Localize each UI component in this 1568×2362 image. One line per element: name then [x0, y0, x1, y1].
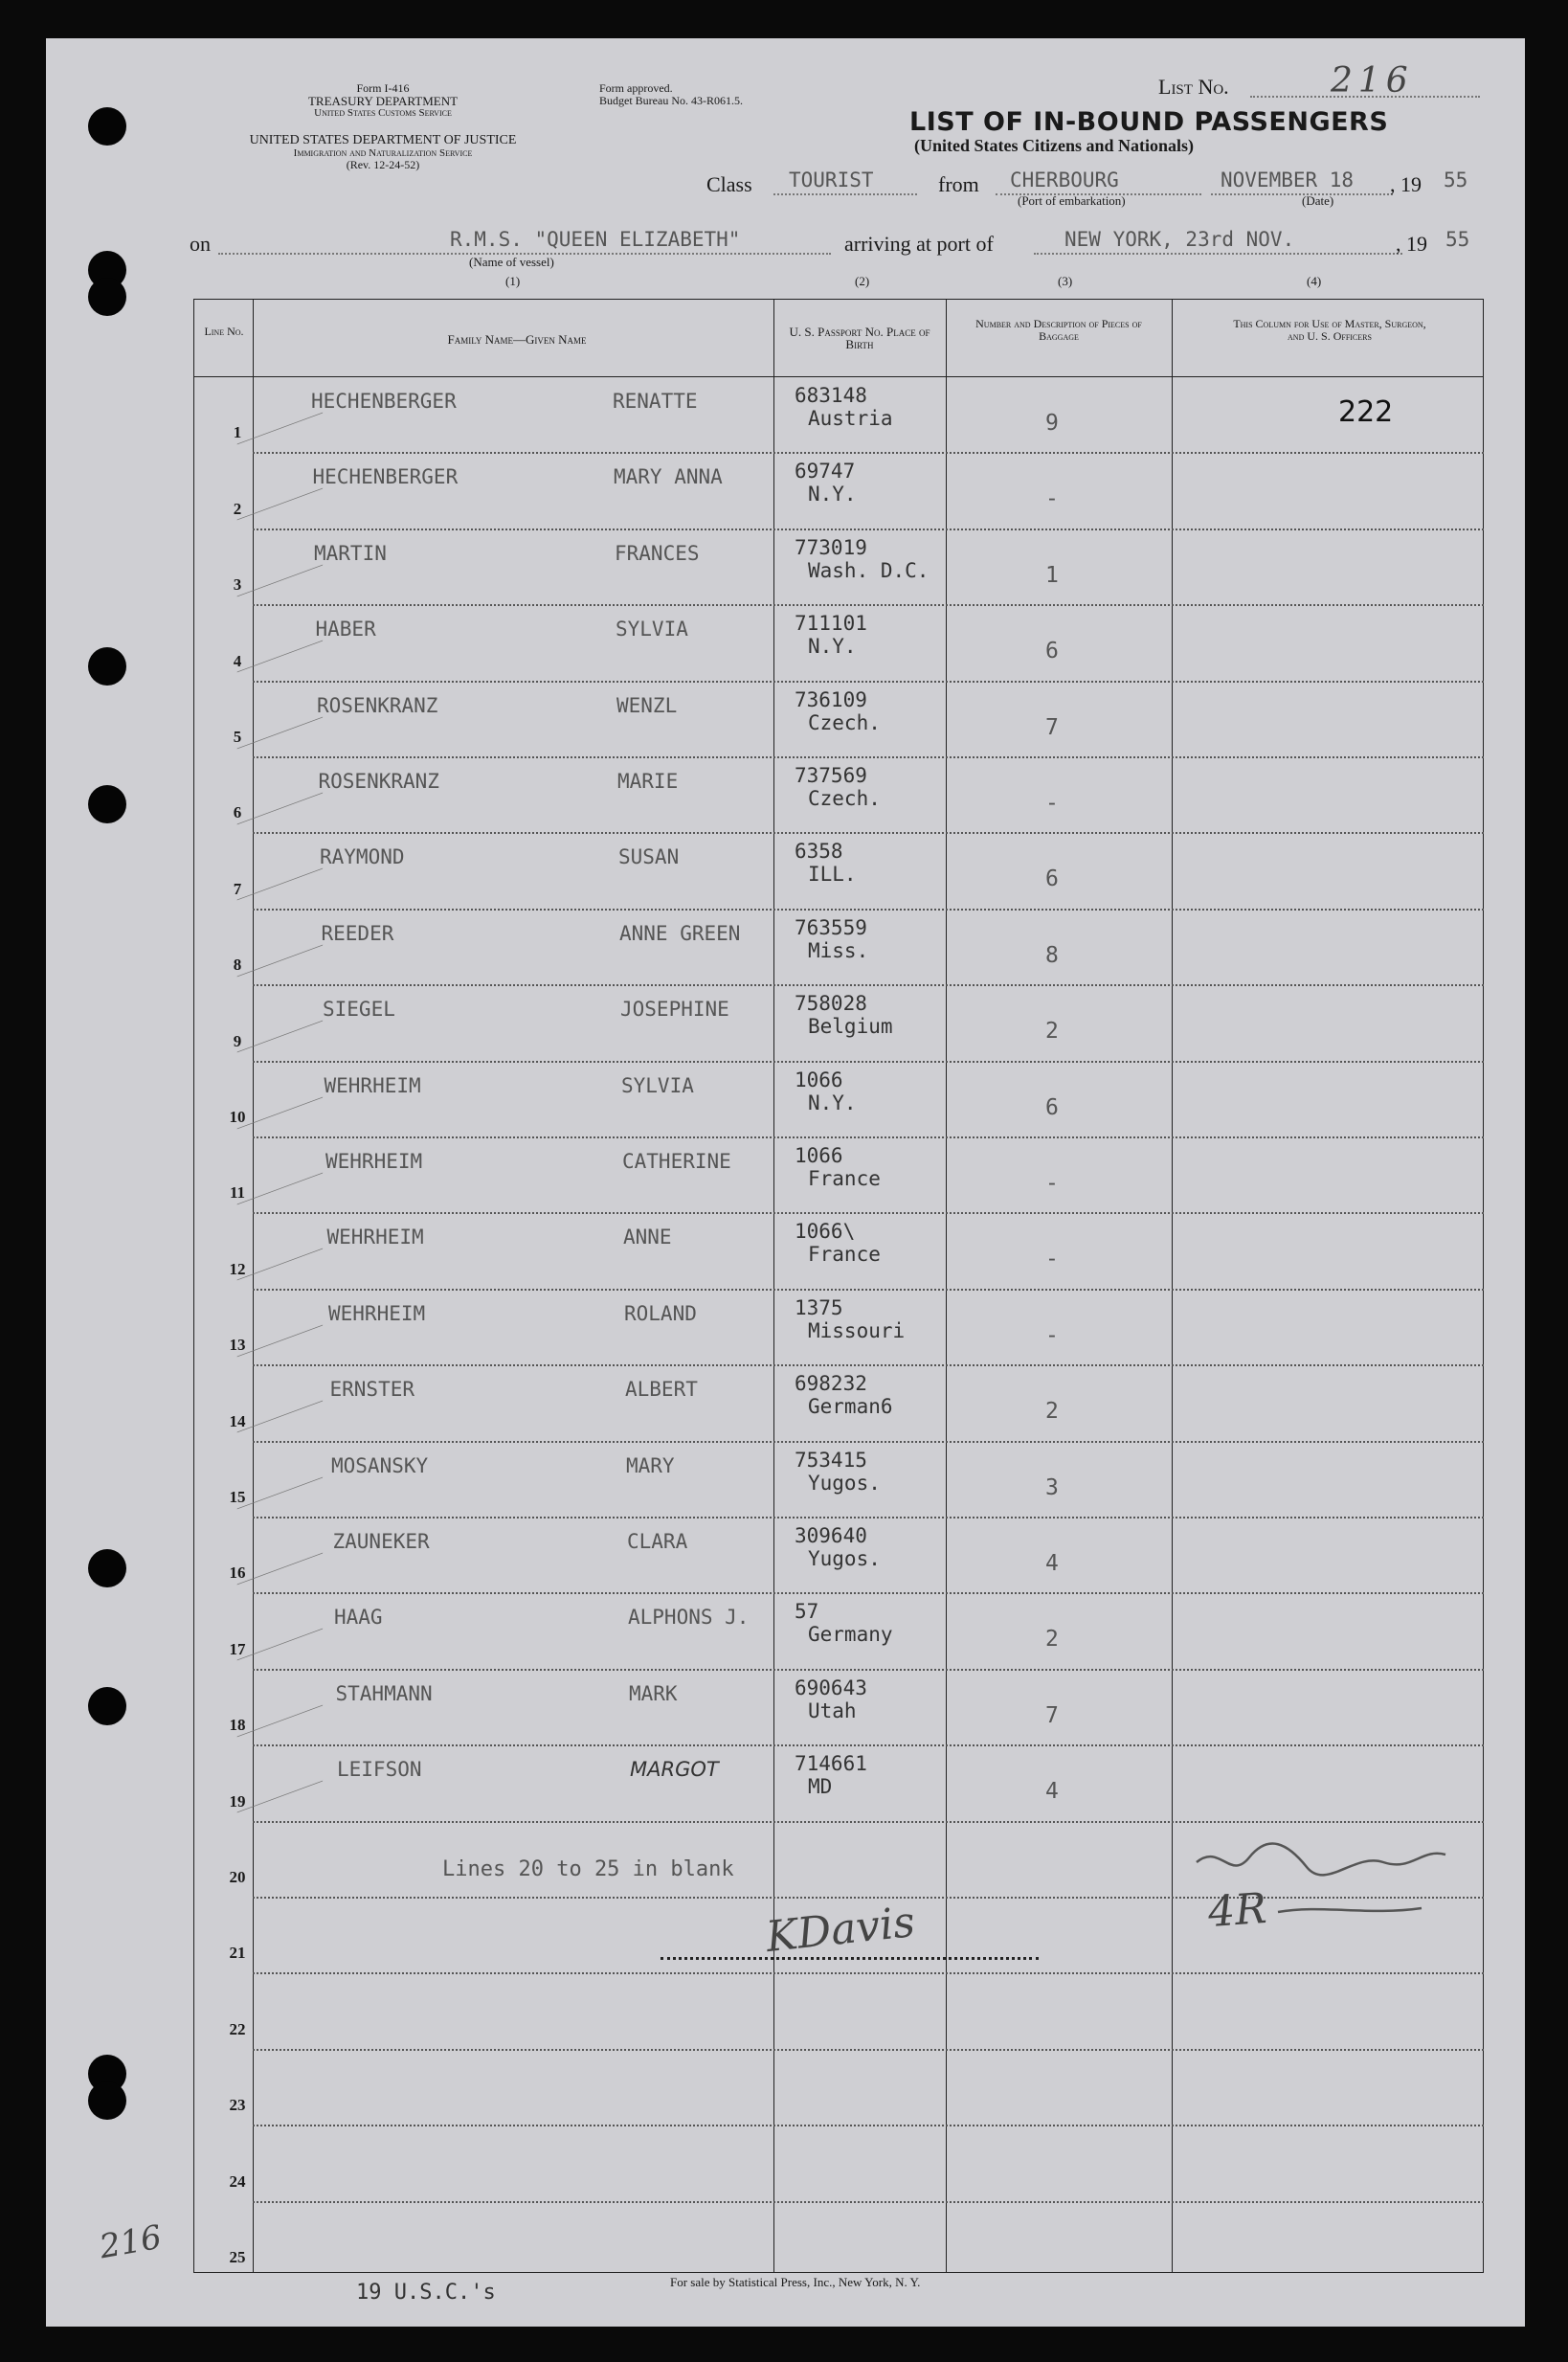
family-name: HABER — [315, 618, 376, 641]
baggage-count: 2 — [1045, 1627, 1059, 1653]
baggage-count: - — [1045, 1171, 1059, 1196]
footer-press: For sale by Statistical Press, Inc., New York, N. Y. — [670, 2275, 921, 2289]
baggage-count: 4 — [1045, 1551, 1059, 1576]
header-baggage: Number and Description of Pieces of Baggage — [975, 317, 1142, 343]
line-number: 21 — [229, 1944, 246, 1963]
officer-scribble — [1192, 1833, 1450, 1891]
place-of-birth: N.Y. — [808, 483, 857, 506]
row-separator — [253, 984, 1484, 986]
line-number: 14 — [229, 1411, 246, 1430]
line-number: 6 — [233, 803, 242, 822]
row-separator — [253, 1821, 1484, 1823]
passport-number: 69747 — [795, 460, 856, 484]
given-name: MARGOT — [630, 1758, 719, 1782]
line-number: 18 — [229, 1716, 246, 1735]
line-number: 12 — [229, 1259, 246, 1278]
passport-number: 309640 — [795, 1524, 867, 1547]
row-separator — [253, 909, 1484, 911]
family-name: HECHENBERGER — [311, 390, 457, 413]
line-number: 10 — [229, 1108, 246, 1126]
ins-label: Immigration and Naturalization Service — [293, 147, 473, 159]
family-name: WEHRHEIM — [328, 1301, 426, 1325]
baggage-count: - — [1045, 1247, 1059, 1272]
family-name: MOSANSKY — [331, 1453, 429, 1477]
given-name: RENATTE — [613, 390, 698, 413]
family-name: STAHMANN — [335, 1681, 433, 1705]
from-label: from — [938, 172, 979, 196]
family-name: HECHENBERGER — [312, 465, 459, 489]
family-name: LEIFSON — [337, 1758, 422, 1782]
line-number: 13 — [229, 1336, 246, 1355]
baggage-count: 6 — [1045, 866, 1059, 892]
line-number: 23 — [229, 2096, 246, 2115]
baggage-count: 8 — [1045, 942, 1059, 968]
line-number: 2 — [233, 499, 242, 518]
place-of-birth: Yugos. — [808, 1471, 881, 1495]
passport-number: 714661 — [795, 1752, 867, 1776]
baggage-count: 7 — [1045, 1702, 1059, 1728]
family-name: SIEGEL — [323, 998, 395, 1022]
port-caption: (Port of embarkation) — [1018, 193, 1126, 208]
row-separator — [253, 1061, 1484, 1063]
given-name: SYLVIA — [621, 1073, 694, 1097]
officer-signature: KDavis — [763, 1897, 918, 1963]
row-separator — [253, 832, 1484, 834]
row-separator — [253, 1212, 1484, 1214]
date-value: NOVEMBER 18 — [1221, 169, 1355, 191]
passport-number: 1066 — [795, 1068, 843, 1091]
given-name: ANNE — [623, 1226, 672, 1249]
passport-number: 753415 — [795, 1448, 867, 1472]
line-number: 15 — [229, 1488, 246, 1506]
place-of-birth: N.Y. — [808, 635, 857, 659]
binder-hole — [88, 107, 126, 146]
class-value: TOURIST — [789, 169, 874, 191]
row-separator — [253, 756, 1484, 758]
line-number: 17 — [229, 1639, 246, 1658]
passenger-table — [193, 299, 1484, 2273]
col-ref-2: (2) — [855, 274, 870, 288]
line-number: 4 — [233, 651, 242, 670]
col-divider — [253, 299, 254, 2273]
class-label: Class — [706, 172, 752, 196]
row-separator — [253, 452, 1484, 454]
officer-note: 222 — [1338, 395, 1394, 429]
row-separator — [253, 1441, 1484, 1443]
passport-number: 1066\ — [795, 1220, 856, 1244]
col-ref-1: (1) — [505, 274, 521, 288]
baggage-count: 7 — [1045, 714, 1059, 740]
row-separator — [253, 529, 1484, 530]
family-name: REEDER — [321, 921, 394, 945]
family-name: ROSENKRANZ — [317, 693, 438, 717]
place-of-birth: Belgium — [808, 1015, 893, 1039]
form-title: LIST OF IN-BOUND PASSENGERS — [909, 107, 1389, 137]
family-name: MARTIN — [314, 541, 387, 565]
class-line — [773, 193, 917, 195]
budget-label: Budget Bureau No. 43-R061.5. — [599, 94, 743, 107]
header-name: Family Name—Given Name — [447, 332, 587, 347]
rev-label: (Rev. 12-24-52) — [346, 158, 420, 171]
baggage-count: 1 — [1045, 562, 1059, 588]
place-of-birth: N.Y. — [808, 1091, 857, 1114]
baggage-count: 3 — [1045, 1474, 1059, 1500]
date-caption: (Date) — [1302, 193, 1334, 208]
arrival-line — [1034, 253, 1402, 255]
blank-note: Lines 20 to 25 in blank — [442, 1857, 734, 1881]
row-separator — [253, 1744, 1484, 1746]
arrival-year: 55 — [1445, 228, 1470, 251]
row-separator — [253, 1592, 1484, 1594]
family-name: RAYMOND — [320, 845, 405, 869]
arrival-year-prefix: , 19 — [1396, 232, 1427, 256]
header-officers: This Column for Use of Master, Surgeon, and U. S. Officers — [1233, 317, 1426, 343]
place-of-birth: Czech. — [808, 787, 881, 810]
family-name: WEHRHEIM — [325, 1150, 423, 1173]
baggage-count: 2 — [1045, 1399, 1059, 1425]
row-separator — [253, 2049, 1484, 2051]
vessel-caption: (Name of vessel) — [469, 255, 554, 269]
col-divider — [773, 299, 774, 2273]
passport-number: 683148 — [795, 384, 867, 407]
binder-hole — [88, 278, 126, 316]
arrival-port-value: NEW YORK, 23rd NOV. — [1064, 228, 1295, 251]
binder-hole — [88, 785, 126, 823]
row-separator — [253, 1897, 1484, 1899]
passport-number: 736109 — [795, 687, 867, 711]
place-of-birth: Missouri — [808, 1318, 906, 1342]
passport-number: 690643 — [795, 1676, 867, 1699]
from-value: CHERBOURG — [1010, 169, 1119, 191]
approved-label: Form approved. — [599, 81, 673, 95]
officer-underline — [1273, 1901, 1426, 1920]
binder-hole — [88, 1687, 126, 1725]
footer-count: 19 U.S.C.'s — [356, 2281, 496, 2305]
family-name: ROSENKRANZ — [318, 770, 439, 793]
row-separator — [253, 1669, 1484, 1671]
place-of-birth: France — [808, 1243, 881, 1267]
row-separator — [253, 604, 1484, 606]
place-of-birth: Germany — [808, 1623, 893, 1647]
family-name: ERNSTER — [329, 1378, 415, 1402]
place-of-birth: Austria — [808, 407, 893, 430]
passport-number: 763559 — [795, 915, 867, 939]
row-separator — [253, 1517, 1484, 1518]
given-name: MARK — [629, 1681, 678, 1705]
header-line-no: Line No. — [204, 325, 244, 338]
passport-number: 1066 — [795, 1144, 843, 1167]
line-number: 8 — [233, 956, 242, 975]
passport-number: 711101 — [795, 612, 867, 636]
binder-hole — [88, 2081, 126, 2120]
place-of-birth: France — [808, 1167, 881, 1190]
arriving-label: arriving at port of — [844, 232, 994, 256]
row-separator — [253, 681, 1484, 683]
line-number: 3 — [233, 575, 242, 595]
given-name: ALBERT — [625, 1378, 698, 1402]
given-name: MARY ANNA — [614, 465, 723, 489]
header-passport: U. S. Passport No. Place of Birth — [789, 325, 930, 351]
place-of-birth: Utah — [808, 1698, 857, 1722]
form-subtitle: (United States Citizens and Nationals) — [914, 136, 1195, 155]
given-name: ROLAND — [624, 1301, 697, 1325]
passport-number: 1375 — [795, 1295, 843, 1319]
line-number: 19 — [229, 1791, 246, 1811]
place-of-birth: Wash. D.C. — [808, 558, 930, 582]
family-name: HAAG — [334, 1606, 383, 1630]
family-name: ZAUNEKER — [332, 1530, 430, 1553]
given-name: CLARA — [627, 1530, 688, 1553]
place-of-birth: Miss. — [808, 938, 869, 962]
baggage-count: - — [1045, 486, 1059, 512]
vessel-value: R.M.S. "QUEEN ELIZABETH" — [450, 228, 741, 251]
given-name: ALPHONS J. — [628, 1606, 750, 1630]
line-number: 22 — [229, 2019, 246, 2038]
baggage-count: 6 — [1045, 1094, 1059, 1120]
line-number: 9 — [233, 1031, 242, 1050]
col-divider — [946, 299, 947, 2273]
baggage-count: 9 — [1045, 411, 1059, 436]
col-ref-3: (3) — [1058, 274, 1073, 288]
place-of-birth: MD — [808, 1775, 833, 1799]
passport-number: 773019 — [795, 535, 867, 559]
line-number: 5 — [233, 728, 242, 746]
passport-number: 698232 — [795, 1372, 867, 1396]
given-name: SYLVIA — [616, 618, 688, 641]
line-number: 16 — [229, 1563, 246, 1583]
row-separator — [253, 1289, 1484, 1291]
passport-number: 6358 — [795, 840, 843, 864]
list-no-value: 216 — [1331, 61, 1414, 101]
given-name: WENZL — [616, 693, 678, 717]
signature-line — [661, 1957, 1039, 1960]
line-number: 1 — [233, 423, 242, 442]
row-separator — [253, 2201, 1484, 2203]
binder-hole — [88, 647, 126, 686]
date-year: 55 — [1444, 169, 1468, 191]
officer-initials: 4R — [1206, 1883, 1268, 1938]
given-name: MARY — [626, 1453, 675, 1477]
passport-number: 758028 — [795, 992, 867, 1016]
passport-number: 737569 — [795, 764, 867, 787]
margin-number: 216 — [97, 2217, 165, 2267]
binder-hole — [88, 1549, 126, 1587]
place-of-birth: ILL. — [808, 863, 857, 887]
row-separator — [253, 1364, 1484, 1366]
customs-label: United States Customs Service — [314, 107, 452, 119]
line-number: 11 — [229, 1183, 246, 1203]
place-of-birth: Yugos. — [808, 1547, 881, 1570]
date-year-prefix: , 19 — [1390, 172, 1422, 196]
baggage-count: 2 — [1045, 1019, 1059, 1045]
list-no-label: List No. — [1158, 75, 1229, 99]
baggage-count: - — [1045, 791, 1059, 816]
baggage-count: 4 — [1045, 1779, 1059, 1805]
row-separator — [253, 1136, 1484, 1138]
justice-label: UNITED STATES DEPARTMENT OF JUSTICE — [249, 133, 517, 147]
line-number: 24 — [229, 2171, 246, 2191]
given-name: CATHERINE — [622, 1150, 731, 1173]
family-name: WEHRHEIM — [324, 1073, 421, 1097]
baggage-count: 6 — [1045, 639, 1059, 664]
given-name: JOSEPHINE — [620, 998, 729, 1022]
given-name: FRANCES — [615, 541, 700, 565]
place-of-birth: German6 — [808, 1395, 893, 1419]
line-number: 7 — [233, 879, 242, 898]
row-separator — [253, 2125, 1484, 2126]
header-divider — [193, 376, 1484, 377]
line-number: 25 — [229, 2248, 246, 2266]
given-name: ANNE GREEN — [619, 921, 741, 945]
treasury-label: TREASURY DEPARTMENT — [307, 94, 459, 108]
place-of-birth: Czech. — [808, 710, 881, 734]
form-id: Form I-416 — [356, 81, 410, 95]
row-separator — [253, 1972, 1484, 1974]
line-number: 20 — [229, 1868, 246, 1886]
col-divider — [1172, 299, 1173, 2273]
baggage-count: - — [1045, 1322, 1059, 1348]
passport-number: 57 — [795, 1600, 819, 1624]
on-label: on — [190, 232, 211, 256]
given-name: SUSAN — [618, 845, 680, 869]
family-name: WEHRHEIM — [326, 1226, 424, 1249]
given-name: MARIE — [617, 770, 679, 793]
col-ref-4: (4) — [1307, 274, 1322, 288]
